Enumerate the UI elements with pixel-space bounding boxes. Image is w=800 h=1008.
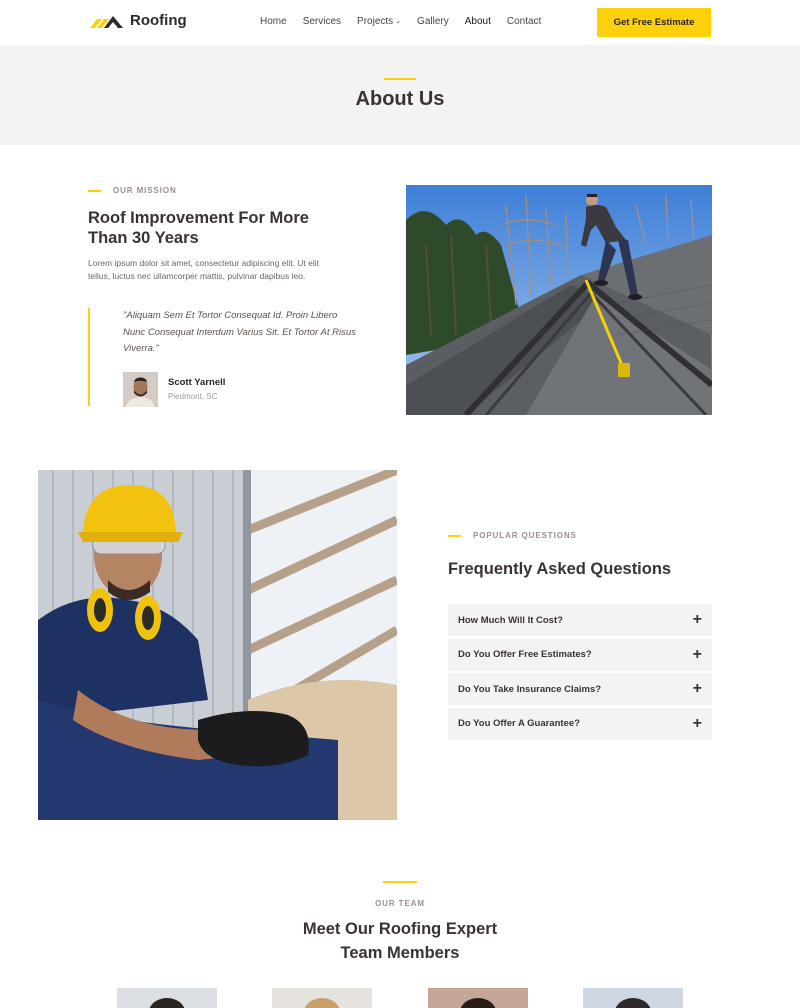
roofer-measuring-photo bbox=[406, 185, 712, 415]
plus-icon[interactable]: + bbox=[692, 714, 702, 732]
faq-item[interactable] bbox=[448, 639, 712, 671]
mission-text: Lorem ipsum dolor sit amet, consectetur adipiscing elit. Ut elit tellus, luctus nec ullamcorper mattis, pulvinar dapibus leo. bbox=[88, 258, 320, 281]
accent-divider bbox=[383, 881, 417, 883]
faq-item[interactable] bbox=[448, 708, 712, 740]
page-title: About Us bbox=[355, 88, 445, 110]
faq-question: Do You Offer Free Estimates? bbox=[458, 649, 592, 660]
plus-icon[interactable]: + bbox=[692, 680, 702, 697]
nav-projects-label: Projects bbox=[357, 16, 394, 27]
faq-eyebrow bbox=[448, 531, 577, 540]
brand-logo[interactable] bbox=[90, 12, 187, 29]
accent-divider bbox=[384, 78, 416, 80]
main-nav bbox=[260, 16, 541, 27]
plus-icon[interactable]: + bbox=[692, 645, 702, 663]
roof-logo-icon bbox=[90, 14, 123, 28]
nav-services[interactable]: Services bbox=[302, 16, 342, 27]
faq-heading: Frequently Asked Questions bbox=[448, 560, 672, 578]
faq-eyebrow-label: POPULAR QUESTIONS bbox=[473, 531, 577, 540]
team-member-photo bbox=[117, 988, 217, 1008]
get-estimate-button[interactable]: Get Free Estimate bbox=[597, 8, 711, 37]
mission-eyebrow bbox=[88, 186, 177, 195]
author-location: Piedmont, SC bbox=[168, 392, 218, 401]
nav-gallery[interactable]: Gallery bbox=[417, 16, 449, 27]
team-member-photo bbox=[428, 988, 528, 1008]
construction-worker-photo bbox=[38, 470, 397, 820]
mission-eyebrow-label: OUR MISSION bbox=[113, 186, 177, 195]
faq-question: Do You Offer A Guarantee? bbox=[458, 718, 580, 729]
quote-accent-bar bbox=[88, 308, 90, 406]
team-eyebrow: OUR TEAM bbox=[375, 899, 425, 908]
accent-dash bbox=[88, 190, 101, 192]
faq-item[interactable] bbox=[448, 604, 712, 636]
author-avatar bbox=[123, 372, 158, 407]
plus-icon[interactable]: + bbox=[692, 611, 702, 628]
accent-dash bbox=[448, 535, 461, 537]
team-member-photo bbox=[583, 988, 683, 1008]
testimonial-quote: "Aliquam Sem Et Tortor Consequat Id. Proin Libero Nunc Consequat Interdum Varius Sit. Et Tortor At Risus Viverra." bbox=[123, 310, 356, 354]
faq-item[interactable] bbox=[448, 673, 712, 705]
faq-accordion bbox=[448, 604, 712, 742]
team-heading: Meet Our Roofing Expert Team Members bbox=[302, 920, 498, 962]
team-member-photo bbox=[272, 988, 372, 1008]
faq-question: Do You Take Insurance Claims? bbox=[458, 683, 602, 695]
author-name: Scott Yarnell bbox=[168, 377, 226, 388]
nav-about[interactable]: About bbox=[464, 16, 491, 27]
mission-heading: Roof Improvement For More Than 30 Years bbox=[88, 209, 309, 247]
nav-home[interactable]: Home bbox=[260, 16, 287, 27]
nav-projects[interactable] bbox=[357, 16, 401, 27]
nav-contact[interactable]: Contact bbox=[506, 16, 542, 27]
page-banner bbox=[0, 45, 800, 145]
brand-name: Roofing bbox=[130, 12, 187, 29]
faq-question: How Much Will It Cost? bbox=[458, 614, 563, 626]
site-header bbox=[0, 0, 800, 45]
chevron-down-icon: ⌄ bbox=[395, 18, 402, 25]
